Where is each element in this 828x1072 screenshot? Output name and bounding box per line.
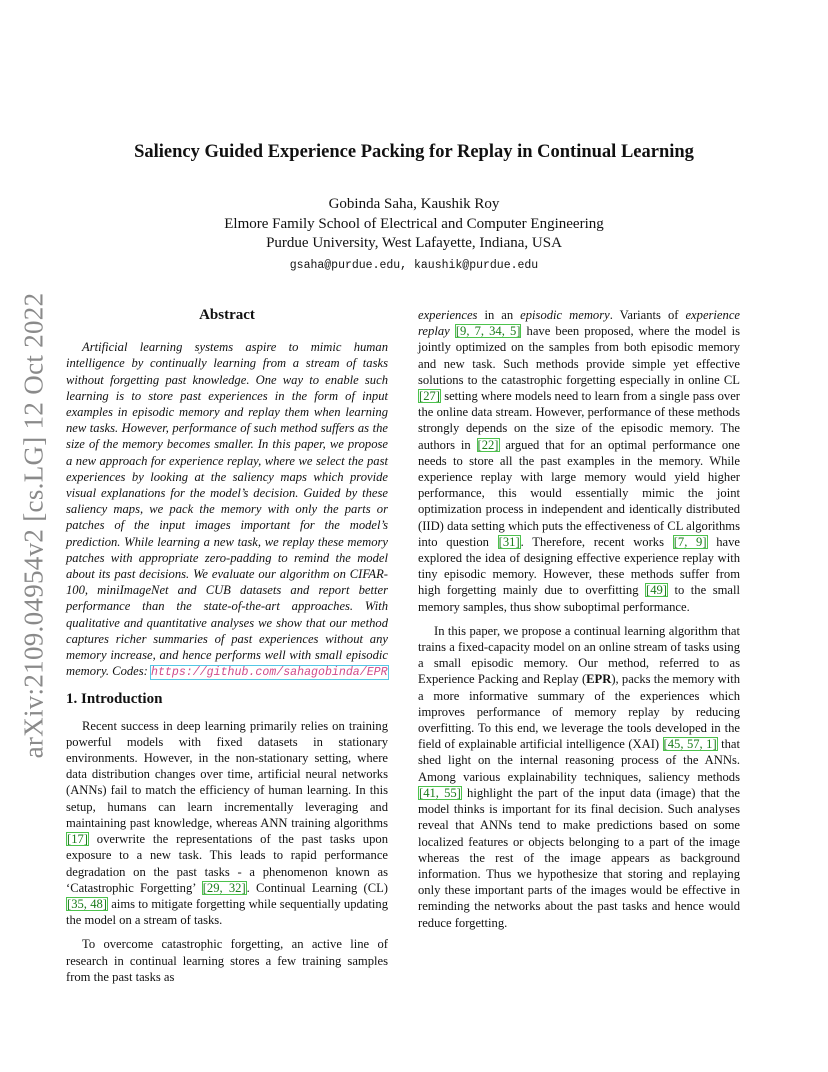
- citation-link[interactable]: [9, 7, 34, 5]: [455, 324, 521, 339]
- intro-paragraph-3: [418, 623, 740, 931]
- text-run: Recent success in deep learning primarily relies on training powerful models with fixed datasets in stationary environments. However, in the non-stationary setting, where data distribution changes over time, artificial neural networks (ANNs) fail to match the efficiency of human learning. In this setup, humans can learn incrementally leveraging and maintaining past knowledge, whereas ANN training algorithms: [66, 718, 388, 830]
- text-run: In this paper, we propose a continual learning algorithm that trains a fixed-capacity model on an online stream of tasks using a small episodic memory. Our method, referred to as Experience Packing and Replay (: [418, 623, 740, 687]
- emphasis: experience replay: [418, 308, 741, 339]
- citation-link[interactable]: [49]: [646, 583, 667, 598]
- text-run: . Therefore, recent works: [520, 534, 673, 549]
- introduction-heading: 1. Introduction: [66, 691, 163, 708]
- citation-link[interactable]: [29, 32]: [202, 880, 246, 895]
- citation-link[interactable]: [22]: [477, 437, 499, 452]
- abstract-heading: Abstract: [199, 307, 255, 323]
- text-run: have explored the idea of designing effective experience replay with tiny episodic memory. However, these methods suffer from high forgetting mainly due to overfitting: [418, 534, 741, 598]
- text-run: to the small memory samples, thus show suboptimal performance.: [418, 583, 740, 614]
- text-run: setting where models need to learn from a single pass over the online data stream. However, performance of these methods strongly depends on the size of the episodic memory. The authors in: [418, 389, 740, 452]
- bold-term: EPR: [586, 672, 612, 687]
- intro-paragraph-2-start: [66, 936, 388, 985]
- arxiv-identifier: [6, 290, 62, 760]
- citation-link[interactable]: [17]: [67, 832, 88, 847]
- right-column: [418, 307, 740, 939]
- citation-link[interactable]: [41, 55]: [419, 785, 461, 800]
- text-run: To overcome catastrophic forgetting, an active line of research in continual learning stores a few training samples from the past tasks as: [66, 937, 388, 984]
- intro-paragraph-1: [66, 718, 388, 929]
- left-column: [66, 307, 388, 993]
- citation-link[interactable]: [35, 48]: [67, 896, 107, 911]
- text-run: overwrite the representations of the past tasks upon exposure to a new task. This leads to rapid performance degradation on the past tasks - a phenomenon known as ‘Catastrophic Forgetting’: [66, 832, 388, 895]
- text-run: that shed light on the internal reasoning process of the ANNs. Among various explainability techniques, saliency methods: [418, 737, 740, 784]
- text-run: . Continual Learning (CL): [246, 880, 388, 895]
- citation-link[interactable]: [31]: [498, 534, 520, 549]
- text-run: . Variants of: [609, 308, 686, 322]
- affiliation-university: Purdue University, West Lafayette, Indiana, USA: [266, 235, 562, 251]
- code-link[interactable]: https://github.com/sahagobinda/EPR: [151, 666, 388, 680]
- paper-title: Saliency Guided Experience Packing for Replay in Continual Learning: [134, 142, 694, 162]
- arxiv-identifier-text: arXiv:2109.04954v2 [cs.LG] 12 Oct 2022: [18, 292, 49, 758]
- text-run: aims to mitigate forgetting while sequentially updating the model on a stream of tasks.: [66, 896, 388, 928]
- intro-paragraph-2-continued: [418, 307, 740, 615]
- text-run: highlight the part of the input data (image) that the model thinks is important for its final decision. Such analyses reveal that ANNs tend to make predictions based on some localized features or objects belonging to a part of the image whereas the rest of the image appears as background information. Thus we hypothesize that storing and replaying only these important parts of the images would be effective in reminding the networks about the past tasks and hence would reduce forgetting.: [418, 785, 740, 930]
- author-names: Gobinda Saha, Kaushik Roy: [328, 196, 500, 212]
- text-run: argued that for an optimal performance one needs to store all the past examples in the memory. While experience replay with large memory would yield higher performance, this would essentially mimic the joint optimization process in independent and identically distributed (IID) data setting which puts the effectiveness of CL algorithms into question: [418, 437, 740, 549]
- abstract-body: Artificial learning systems aspire to mimic human intelligence by continually learning from a stream of tasks without forgetting past knowledge. One way to enable such learning is to store past experiences in the form of input examples in episodic memory and replay them when learning new tasks. However, performance of such method suffers as the size of the memory becomes smaller. In this paper, we propose a new approach for experience replay, where we select the past experiences by looking at the saliency maps which provide visual explanations for the model’s decision. Guided by these saliency maps, we pack the memory with only the parts or patches of the input images important for the model’s prediction. While learning a new task, we replay these memory patches with appropriate zero-padding to remind the model about its past decisions. We evaluate our algorithm on CIFAR-100, miniImageNet and CUB datasets and report better performance than the state-of-the-art approaches. With qualitative and quantitative analyses we show that our method captures richer summaries of past experiences without any memory increase, and hence performs well with small episodic memory. Codes:: [66, 340, 388, 679]
- citation-link[interactable]: [45, 57, 1]: [663, 737, 717, 752]
- citation-link[interactable]: [27]: [419, 389, 440, 404]
- affiliation-school: Elmore Family School of Electrical and Computer Engineering: [224, 215, 604, 232]
- emphasis: episodic memory: [520, 308, 610, 322]
- citation-link[interactable]: [7, 9]: [673, 534, 707, 549]
- abstract-text: [66, 339, 388, 681]
- text-run: ), packs the memory with a more informative summary of the experiences which improves performance of memory replay by reducing overfitting. To this end, we leverage the tools developed in the field of explainable artificial intelligence (XAI): [418, 672, 740, 752]
- text-run: in an: [477, 308, 521, 322]
- author-block: [60, 195, 768, 275]
- text-run: have been proposed, where the model is jointly optimized on the samples from both episodic memory and new task. Such methods provide simple yet effective solutions to the catastrophic forgetting especially in online CL: [418, 324, 741, 387]
- author-emails: gsaha@purdue.edu, kaushik@purdue.edu: [289, 258, 539, 272]
- emphasis: experiences: [418, 308, 478, 322]
